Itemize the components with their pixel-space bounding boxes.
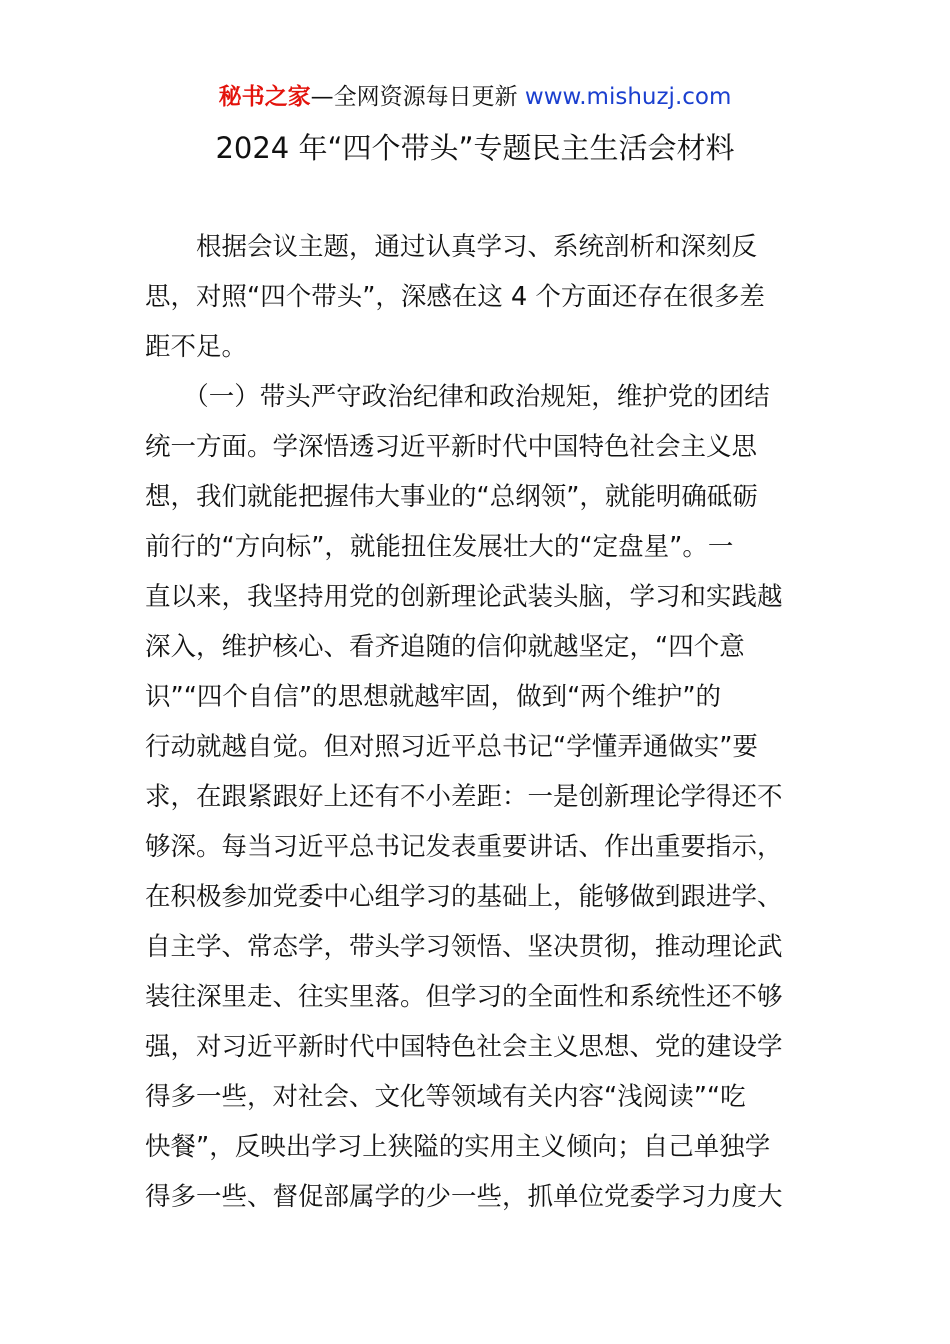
text-line: 装往深里走、往实里落。但学习的全面性和系统性还不够 — [145, 982, 783, 1012]
site-header — [0, 80, 950, 114]
text-line: 距不足。 — [145, 332, 248, 362]
text-line: 深入，维护核心、看齐追随的信仰就越坚定，“四个意 — [145, 632, 745, 662]
text-line: 识”“四个自信”的思想就越牢固，做到“两个维护”的 — [145, 682, 722, 712]
text-line: 得多一些、督促部属学的少一些，抓单位党委学习力度大 — [145, 1182, 783, 1212]
text-line: 求，在跟紧跟好上还有不小差距：一是创新理论学得还不 — [145, 782, 783, 812]
document-body — [145, 222, 810, 1222]
text-line: 想，我们就能把握伟大事业的“总纲领”，就能明确砥砺 — [145, 482, 758, 512]
text-line: （一）带头严守政治纪律和政治规矩，维护党的团结 — [145, 382, 770, 412]
text-line: 直以来，我坚持用党的创新理论武装头脑，学习和实践越 — [145, 582, 783, 612]
text-line: 够深。每当习近平总书记发表重要讲话、作出重要指示， — [145, 832, 783, 862]
text-line: 统一方面。学深悟透习近平新时代中国特色社会主义思 — [145, 432, 758, 462]
text-line: 得多一些，对社会、文化等领域有关内容“浅阅读”“吃 — [145, 1082, 746, 1112]
text-line: 前行的“方向标”，就能扭住发展壮大的“定盘星”。一 — [145, 532, 734, 562]
site-brand: 秘书之家 — [218, 84, 311, 110]
text-line: 自主学、常态学，带头学习领悟、坚决贯彻，推动理论武 — [145, 932, 783, 962]
text-line: 行动就越自觉。但对照习近平总书记“学懂弄通做实”要 — [145, 732, 758, 762]
site-url-link[interactable]: www.mishuzj.com — [524, 84, 732, 110]
text-line: 快餐”，反映出学习上狭隘的实用主义倾向；自己单独学 — [145, 1132, 771, 1162]
text-line: 根据会议主题，通过认真学习、系统剖析和深刻反 — [145, 232, 758, 262]
site-tagline: —全网资源每日更新 — [310, 84, 525, 110]
text-line: 思，对照“四个带头”，深感在这 4 个方面还存在很多差 — [145, 282, 765, 312]
text-line: 在积极参加党委中心组学习的基础上，能够做到跟进学、 — [145, 882, 783, 912]
document-title: 2024 年“四个带头”专题民主生活会材料 — [215, 131, 735, 165]
text-line: 强，对习近平新时代中国特色社会主义思想、党的建设学 — [145, 1032, 783, 1062]
